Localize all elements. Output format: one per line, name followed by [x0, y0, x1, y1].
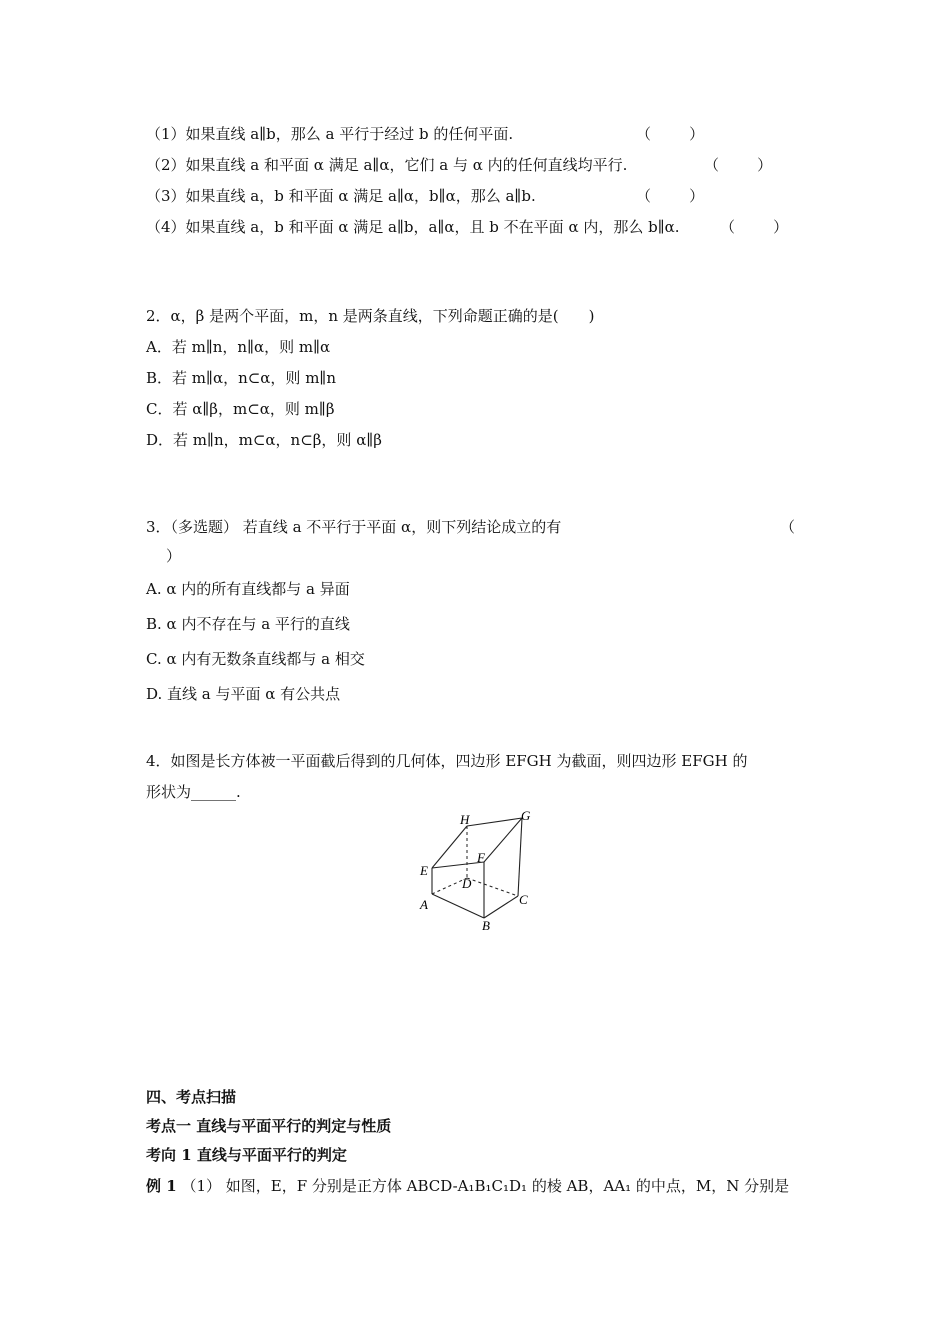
q3-option-c[interactable]: C. α 内有无数条直线都与 a 相交: [146, 650, 365, 668]
kaodian-heading: 考点一 直线与平面平行的判定与性质: [146, 1117, 392, 1135]
q4-stem-line2: 形状为______.: [146, 783, 241, 801]
example-1: [146, 1176, 789, 1196]
label-f: F: [477, 850, 485, 865]
answer-paren-3[interactable]: （ ）: [636, 187, 705, 205]
q2-option-b[interactable]: B．若 m∥α，n⊂α，则 m∥n: [146, 369, 337, 387]
judge-item-4: （4）如果直线 a，b 和平面 α 满足 a∥b，a∥α，且 b 不在平面 α 内，那么 b∥α.: [146, 218, 680, 236]
edge-he: [432, 826, 467, 868]
edge-ab: [432, 894, 484, 918]
q2-option-a[interactable]: A．若 m∥n，n∥α，则 m∥α: [146, 338, 331, 356]
label-d: D: [462, 876, 472, 891]
section-heading: 四、考点扫描: [146, 1088, 237, 1106]
label-g: G: [521, 808, 531, 823]
label-c: C: [519, 892, 528, 907]
edge-dc-hidden: [467, 878, 518, 896]
judge-item-1: （1）如果直线 a∥b，那么 a 平行于经过 b 的任何平面.: [146, 125, 514, 143]
label-h: H: [460, 812, 470, 827]
answer-paren-4[interactable]: （ ）: [720, 218, 789, 236]
edge-gf: [484, 818, 522, 862]
q2-option-d[interactable]: D．若 m∥n，m⊂α，n⊂β，则 α∥β: [146, 431, 382, 449]
kaoxiang-heading: 考向 1 直线与平面平行的判定: [146, 1146, 347, 1164]
q3-paren-close[interactable]: ）: [166, 547, 182, 565]
q3-option-a[interactable]: A. α 内的所有直线都与 a 异面: [146, 580, 350, 598]
q3-option-b[interactable]: B. α 内不存在与 a 平行的直线: [146, 615, 350, 633]
example-label: 例 1: [146, 1177, 177, 1195]
edge-gc: [518, 818, 522, 896]
edge-hg: [467, 818, 522, 826]
answer-paren-1[interactable]: （ ）: [636, 125, 705, 143]
q2-stem: 2．α，β 是两个平面，m，n 是两条直线，下列命题正确的是( ): [146, 307, 595, 325]
q3-option-d[interactable]: D. 直线 a 与平面 α 有公共点: [146, 685, 341, 703]
q2-option-c[interactable]: C．若 α∥β，m⊂α，则 m∥β: [146, 400, 335, 418]
example-text: （1） 如图，E，F 分别是正方体 ABCD-A₁B₁C₁D₁ 的棱 AB，AA₁ 的中点，M，N 分别是: [181, 1177, 790, 1195]
judge-item-2: （2）如果直线 a 和平面 α 满足 a∥α，它们 a 与 α 内的任何直线均平行.: [146, 156, 628, 174]
edge-bc: [484, 896, 518, 918]
label-a: A: [420, 897, 428, 912]
answer-paren-2[interactable]: （ ）: [704, 156, 773, 174]
q4-stem-line1: 4．如图是长方体被一平面截后得到的几何体，四边形 EFGH 为截面，则四边形 EFGH 的: [146, 752, 748, 770]
q3-paren-open[interactable]: （: [780, 518, 796, 536]
cuboid-figure: [410, 808, 540, 938]
q3-stem: 3．（多选题） 若直线 a 不平行于平面 α，则下列结论成立的有: [146, 518, 562, 536]
label-e: E: [420, 863, 428, 878]
label-b: B: [482, 918, 490, 933]
judge-item-3: （3）如果直线 a，b 和平面 α 满足 a∥α，b∥α，那么 a∥b.: [146, 187, 536, 205]
